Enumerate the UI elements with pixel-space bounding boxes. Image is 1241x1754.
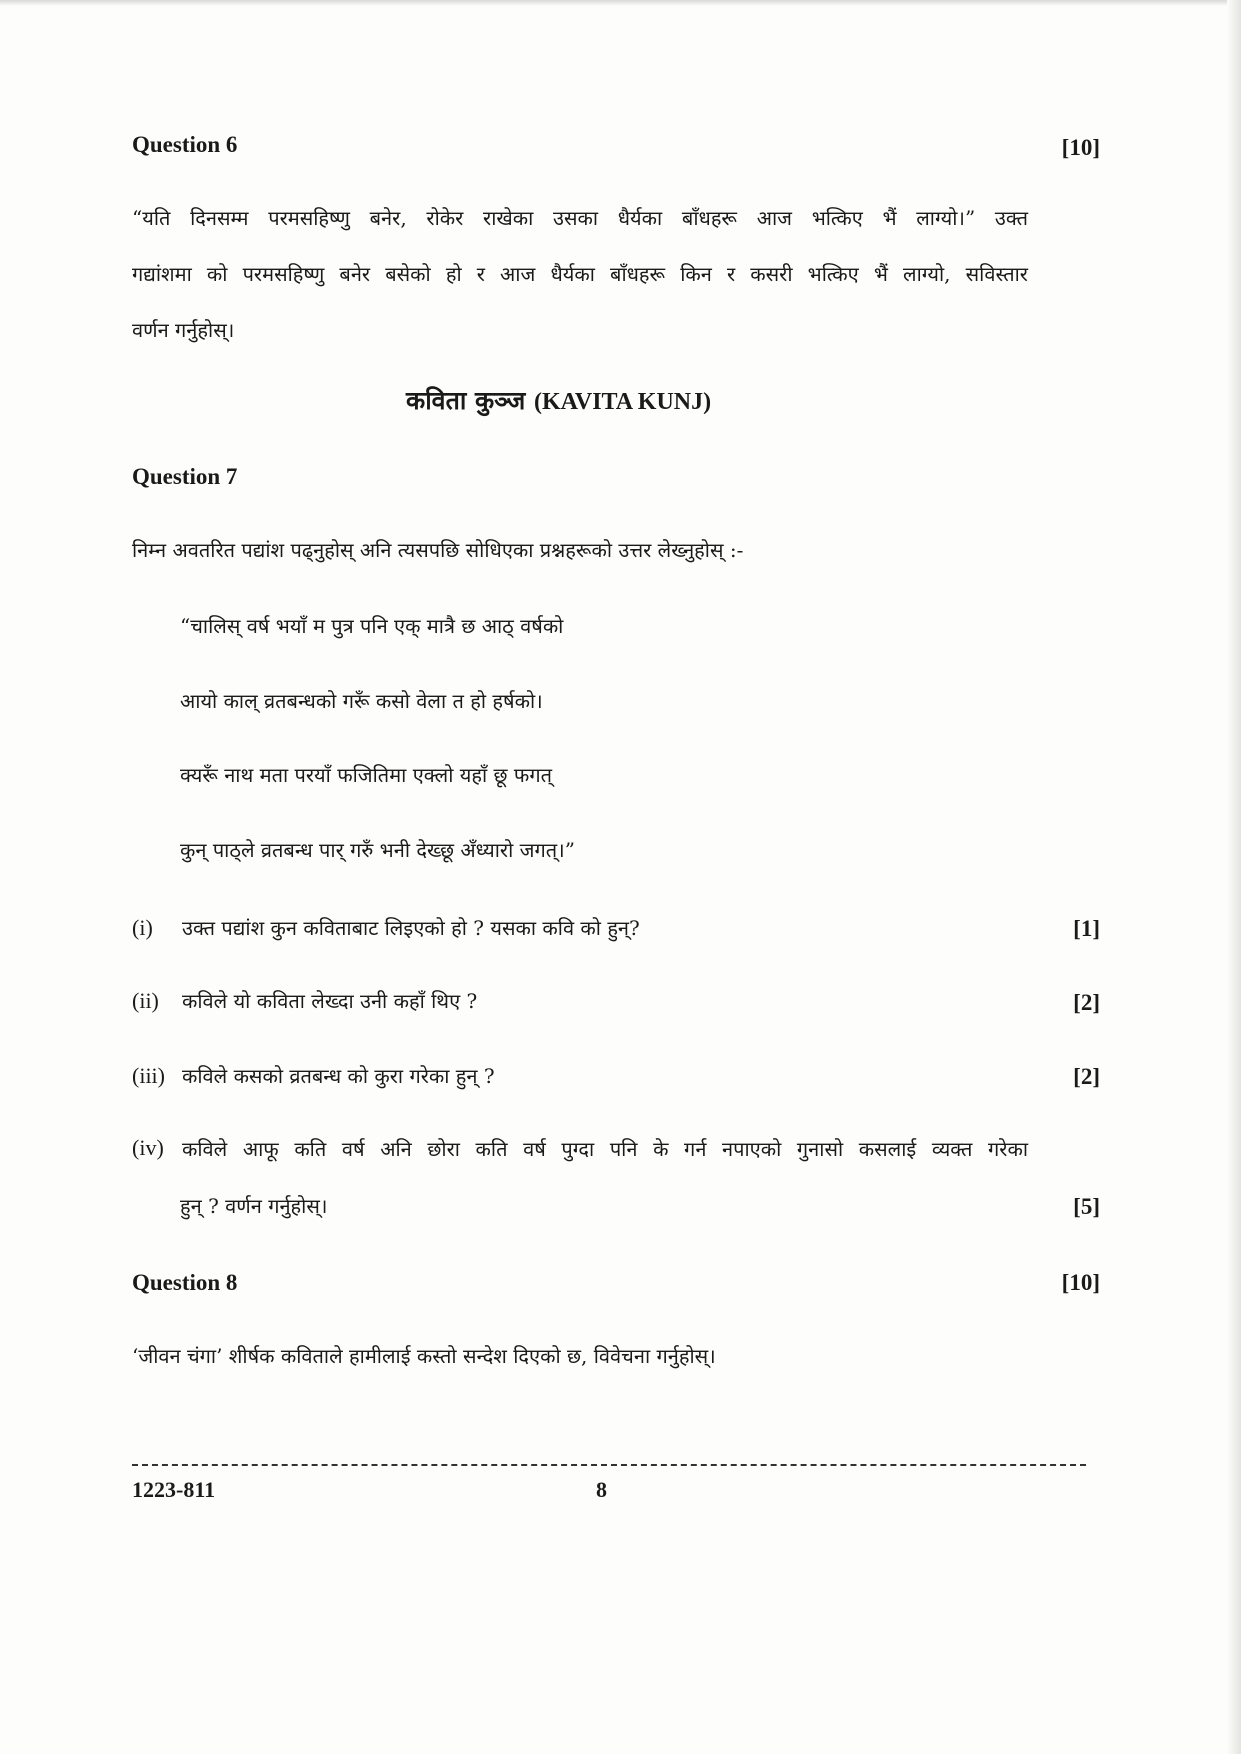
- question-7-heading: Question 7: [132, 464, 238, 489]
- question-8-heading: Question 8: [132, 1270, 238, 1295]
- section-title-nepali: कविता कुञ्ज: [406, 386, 526, 415]
- page-edge-shadow: [0, 0, 1241, 6]
- sub-question-number: (i): [132, 915, 153, 940]
- sub-question-number: (iv): [132, 1135, 164, 1160]
- question-6-marks: [10]: [1061, 135, 1100, 160]
- sub-question-iv-text-line-2: हुन् ? वर्णन गर्नुहोस्।: [180, 1194, 328, 1218]
- question-6-text-line-3: वर्णन गर्नुहोस्।: [132, 318, 235, 342]
- question-6-text-line-1: “यति दिनसम्म परमसहिष्णु बनेर, रोकेर राखेका उसका धैर्यका बाँधहरू आज भत्किए भैं लाग्यो।” उक्त: [132, 206, 1028, 230]
- page-number: 8: [596, 1477, 607, 1502]
- sub-question-text: कविले आफू कति वर्ष अनि छोरा कति वर्ष पुग्दा पनि के गर्न नपाएको गुनासो कसलाई व्यक्त गरेका: [182, 1137, 1028, 1161]
- sub-question-i: [132, 914, 640, 941]
- sub-question-iv: [132, 1135, 1028, 1162]
- sub-question-iii-marks: [2]: [1073, 1064, 1100, 1089]
- footer-dashed-rule: [132, 1464, 1086, 1466]
- question-7-instruction: निम्न अवतरित पद्यांश पढ्नुहोस् अनि त्यसपछि सोधिएका प्रश्नहरूको उत्तर लेख्नुहोस् :-: [132, 538, 744, 562]
- question-6-text-line-2: गद्यांशमा को परमसहिष्णु बनेर बसेको हो र आज धैर्यका बाँधहरू किन र कसरी भत्किए भैं लाग्यो, सविस्तार: [132, 262, 1028, 286]
- sub-question-text: कविले यो कविता लेख्दा उनी कहाँ थिए ?: [182, 989, 478, 1013]
- question-6-heading: Question 6: [132, 132, 238, 157]
- section-title-english: (KAVITA KUNJ): [533, 389, 712, 415]
- page-edge-shadow-right: [1227, 0, 1241, 1754]
- sub-question-i-marks: [1]: [1073, 916, 1100, 941]
- poem-line-3: क्यरूँ नाथ मता परयाँ फजितिमा एक्लो यहाँ छू फगत्: [180, 763, 552, 787]
- poem-line-4: कुन् पाठ्ले व्रतबन्ध पार् गरुँ भनी देख्छू अँध्यारो जगत्।”: [180, 838, 575, 862]
- sub-question-text: कविले कसको व्रतबन्ध को कुरा गरेका हुन् ?: [182, 1064, 495, 1088]
- section-title: [406, 383, 711, 417]
- question-8-text: ‘जीवन चंगा’ शीर्षक कविताले हामीलाई कस्तो सन्देश दिएको छ, विवेचना गर्नुहोस्।: [132, 1344, 716, 1368]
- sub-question-iv-marks: [5]: [1073, 1194, 1100, 1219]
- paper-code: 1223-811: [132, 1477, 216, 1502]
- sub-question-ii-marks: [2]: [1073, 990, 1100, 1015]
- sub-question-number: (ii): [132, 988, 159, 1013]
- poem-line-2: आयो काल् व्रतबन्धको गरूँ कसो वेला त हो हर्षको।: [180, 689, 543, 713]
- poem-line-1: “चालिस् वर्ष भयाँ म पुत्र पनि एक् मात्रै छ आठ् वर्षको: [180, 614, 564, 638]
- sub-question-iii: [132, 1062, 495, 1089]
- sub-question-ii: [132, 987, 477, 1014]
- sub-question-text: उक्त पद्यांश कुन कविताबाट लिइएको हो ? यसका कवि को हुन्?: [182, 916, 640, 940]
- sub-question-number: (iii): [132, 1063, 165, 1088]
- question-8-marks: [10]: [1061, 1270, 1100, 1295]
